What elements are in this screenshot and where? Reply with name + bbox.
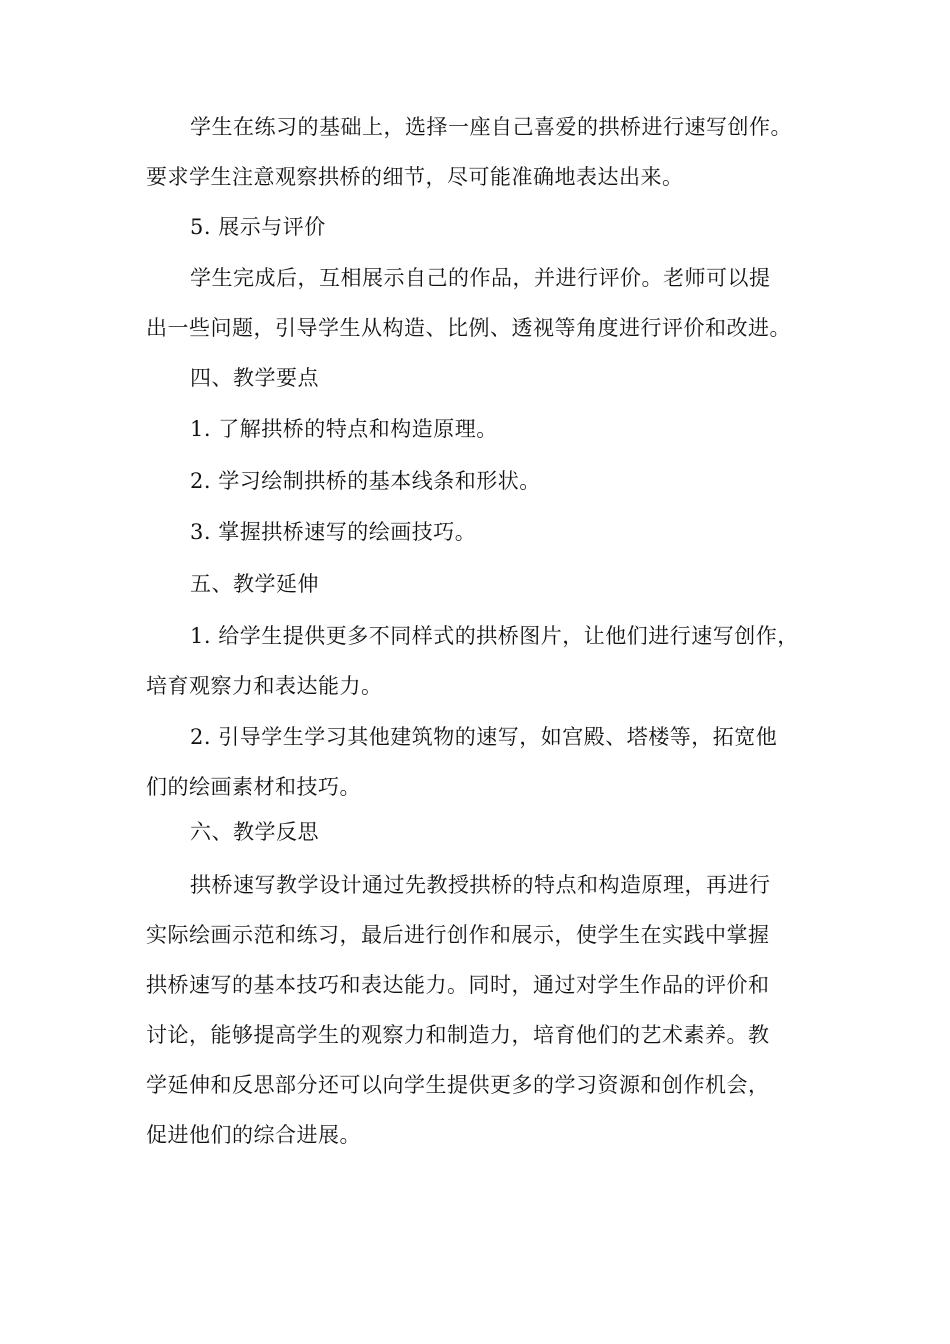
text-line: 学生在练习的基础上，选择一座自己喜爱的拱桥进行速写创作。: [190, 115, 792, 139]
paragraph-quick-sketch-creation: [146, 102, 826, 202]
text-line: 学延伸和反思部分还可以向学生提供更多的学习资源和创作机会，: [146, 1073, 770, 1097]
heading-teaching-key-points: [146, 353, 826, 403]
paragraph-teaching-reflection: [146, 860, 826, 1160]
text-line: 学生完成后，互相展示自己的作品，并进行评价。老师可以提: [190, 266, 771, 290]
text-line: 出一些问题，引导学生从构造、比例、透视等角度进行评价和改进。: [146, 316, 791, 340]
heading-teaching-reflection: [146, 807, 826, 857]
list-item-key-point-2: [146, 456, 826, 506]
text-line: 2. 学习绘制拱桥的基本线条和形状。: [190, 469, 541, 493]
text-line: 讨论，能够提高学生的观察力和制造力，培育他们的艺术素养。教: [146, 1023, 770, 1047]
heading-display-and-evaluation: [146, 202, 826, 252]
text-line: 四、教学要点: [190, 366, 319, 390]
list-item-extension-1: [146, 611, 826, 711]
text-line: 拱桥速写教学设计通过先教授拱桥的特点和构造原理，再进行: [190, 873, 771, 897]
text-line: 1. 给学生提供更多不同样式的拱桥图片，让他们进行速写创作，: [190, 624, 799, 648]
list-item-key-point-3: [146, 507, 826, 557]
text-line: 促进他们的综合进展。: [146, 1123, 361, 1147]
text-line: 5. 展示与评价: [190, 215, 326, 239]
text-line: 实际绘画示范和练习，最后进行创作和展示，使学生在实践中掌握: [146, 923, 770, 947]
paragraph-display-evaluation: [146, 253, 826, 353]
text-line: 1. 了解拱桥的特点和构造原理。: [190, 417, 498, 441]
text-line: 要求学生注意观察拱桥的细节，尽可能准确地表达出来。: [146, 165, 684, 189]
heading-teaching-extension: [146, 559, 826, 609]
text-line: 六、教学反思: [190, 820, 319, 844]
text-line: 2. 引导学生学习其他建筑物的速写，如宫殿、塔楼等，拓宽他: [190, 725, 778, 749]
list-item-extension-2: [146, 712, 826, 812]
text-line: 们的绘画素材和技巧。: [146, 775, 361, 799]
text-line: 五、教学延伸: [190, 572, 319, 596]
text-line: 3. 掌握拱桥速写的绘画技巧。: [190, 520, 477, 544]
text-line: 拱桥速写的基本技巧和表达能力。同时，通过对学生作品的评价和: [146, 973, 770, 997]
list-item-key-point-1: [146, 404, 826, 454]
text-line: 培育观察力和表达能力。: [146, 674, 383, 698]
